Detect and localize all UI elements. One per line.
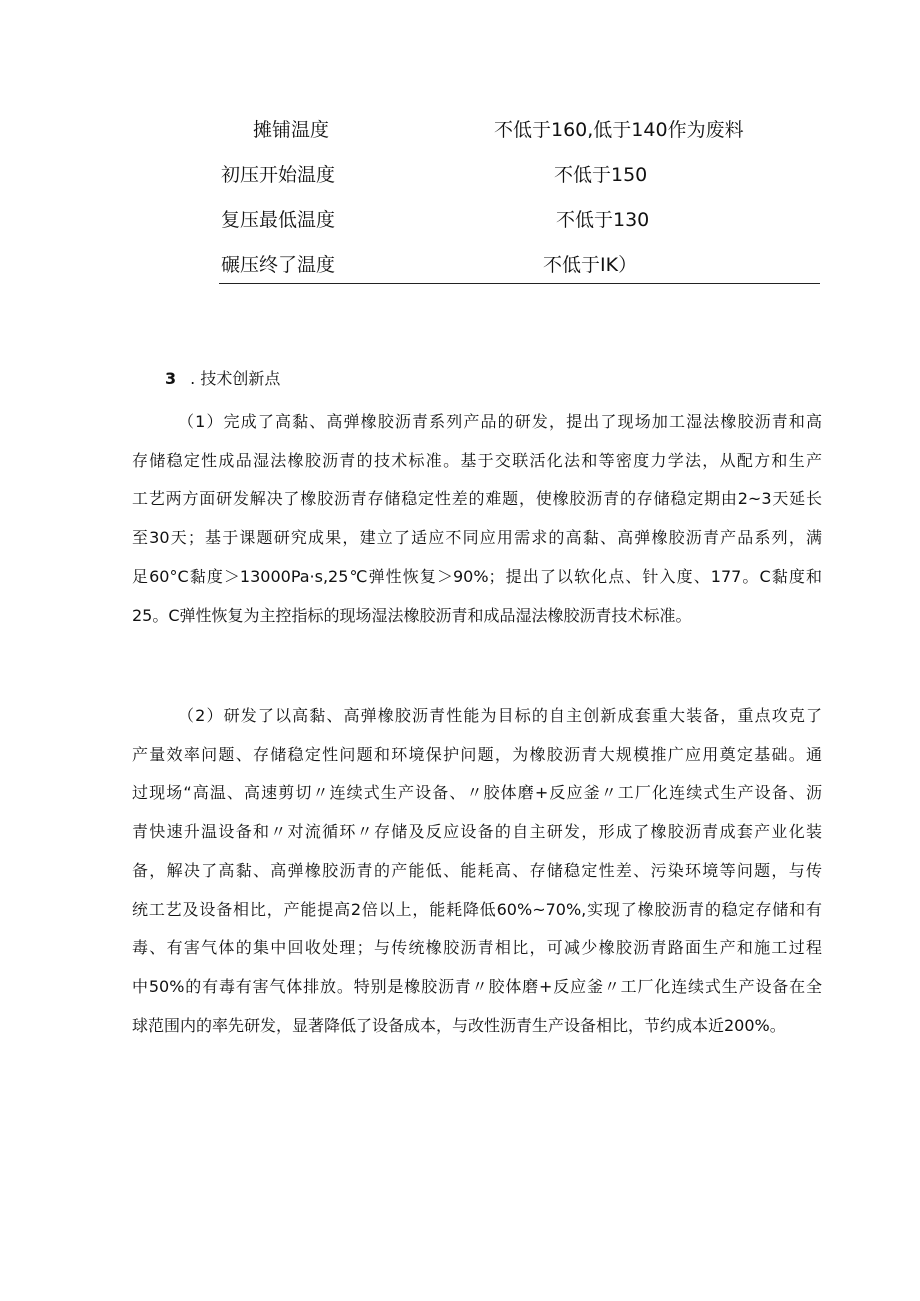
row-value: 不低于130 [556, 209, 650, 231]
paragraph-line: 25。C弹性恢复为主控指标的现场湿法橡胶沥青和成品湿法橡胶沥青技术标准。 [132, 605, 692, 625]
paragraph-line: 备，解决了高黏、高弹橡胶沥青的产能低、能耗高、存储稳定性差、污染环境等问题，与传 [132, 860, 822, 880]
row-value: 不低于160,低于140作为废料 [494, 119, 744, 141]
paragraph-line: 至30天；基于课题研究成果，建立了适应不同应用需求的高黏、高弹橡胶沥青产品系列，满 [132, 528, 822, 548]
section-heading [165, 368, 280, 390]
paragraph-line: 中50%的有毒有害气体排放。特别是橡胶沥青〃胶体磨+反应釜〃工厂化连续式生产设备在全 [132, 976, 822, 996]
paragraph-line: 产量效率问题、存储稳定性问题和环境保护问题，为橡胶沥青大规模推广应用奠定基础。通 [132, 744, 822, 764]
paragraph-line: 毒、有害气体的集中回收处理；与传统橡胶沥青相比，可减少橡胶沥青路面生产和施工过程 [132, 938, 822, 958]
paragraph-line: 足60°C黏度＞13000Pa·s,25℃弹性恢复＞90%；提出了以软化点、针入度、177。C黏度和 [132, 566, 822, 586]
paragraph-line: 青快速升温设备和〃对流循环〃存储及反应设备的自主研发，形成了橡胶沥青成套产业化装 [132, 822, 822, 842]
paragraph-1 [132, 403, 822, 635]
table-row [219, 243, 819, 288]
row-value: 不低于IK） [543, 254, 638, 276]
table-row [219, 198, 819, 243]
paragraph-line: 工艺两方面研发解决了橡胶沥青存储稳定性差的难题，使橡胶沥青的存储稳定期由2~3天延长 [132, 489, 822, 509]
paragraph-line: （1）完成了高黏、高弹橡胶沥青系列产品的研发，提出了现场加工湿法橡胶沥青和高 [178, 412, 822, 431]
row-name: 初压开始温度 [221, 164, 336, 186]
row-name: 复压最低温度 [221, 209, 336, 231]
row-name: 碾压终了温度 [221, 254, 336, 276]
table-bottom-rule [219, 283, 820, 284]
paragraph-line: 存储稳定性成品湿法橡胶沥青的技术标准。基于交联活化法和等密度力学法，从配方和生产 [132, 450, 822, 470]
paragraph-2 [132, 697, 822, 1045]
paragraph-line: （2）研发了以高黏、高弹橡胶沥青性能为目标的自主创新成套重大装备，重点攻克了 [178, 706, 822, 725]
paragraph-line: 过现场“高温、高速剪切〃连续式生产设备、〃胶体磨+反应釜〃工厂化连续式生产设备、沥 [132, 783, 822, 803]
section-number: 3 [165, 369, 177, 388]
row-value: 不低于150 [554, 164, 648, 186]
table-row [219, 108, 819, 153]
row-name: 摊铺温度 [253, 119, 330, 141]
table-row [219, 153, 819, 198]
paragraph-line: 球范围内的率先研发，显著降低了设备成本，与改性沥青生产设备相比，节约成本近200%。 [132, 1015, 786, 1035]
temperature-table [219, 108, 819, 288]
paragraph-line: 统工艺及设备相比，产能提高2倍以上，能耗降低60%~70%,实现了橡胶沥青的稳定存储和有 [132, 899, 822, 919]
section-title: . 技术创新点 [190, 369, 281, 388]
